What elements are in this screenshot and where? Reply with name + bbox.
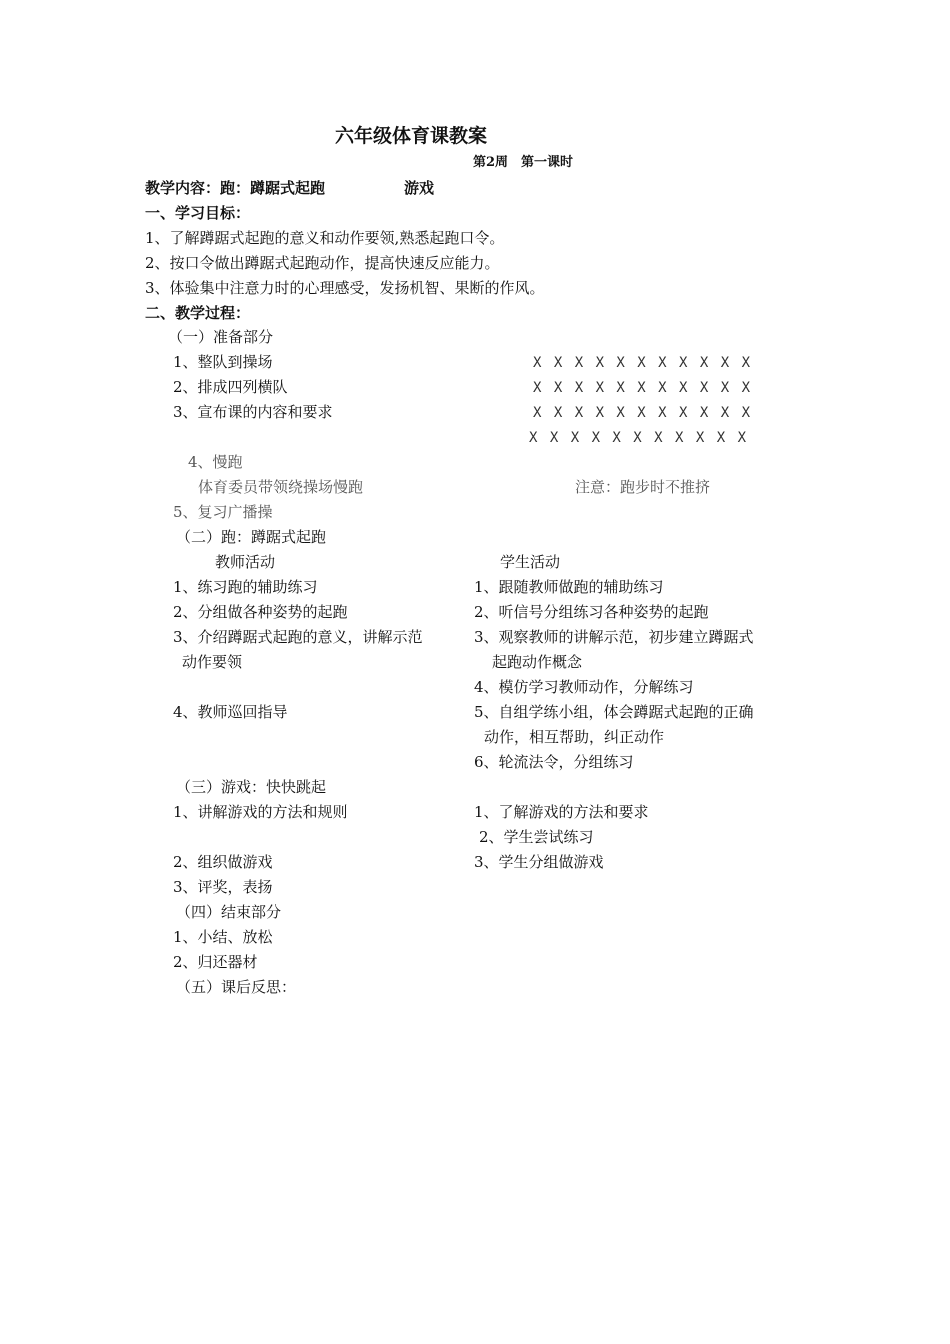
part-warmup-title: （一）准备部分: [168, 328, 274, 346]
student-activity-cont: 动作，相互帮助，纠正动作: [484, 728, 665, 746]
game-student-item: 2、学生尝试练习: [479, 828, 594, 846]
teacher-activity: 3、介绍蹲踞式起跑的意义，讲解示范: [173, 628, 423, 646]
student-activity-header: 学生活动: [500, 553, 561, 571]
ending-item: 2、归还器材: [173, 953, 258, 971]
warmup-jog-detail: 体育委员带领绕操场慢跑: [198, 478, 364, 496]
formation-row: X X X X X X X X X X X: [533, 405, 753, 421]
warmup-jog-note: 注意：跑步时不推挤: [575, 478, 711, 496]
warmup-item: 1、整队到操场: [173, 353, 273, 371]
page-title: 六年级体育课教案: [335, 125, 488, 147]
game-teacher-item: 2、组织做游戏: [173, 853, 273, 871]
teaching-content: 教学内容：跑：蹲踞式起跑: [145, 179, 326, 197]
ending-item: 1、小结、放松: [173, 928, 273, 946]
warmup-item: 2、排成四列横队: [173, 378, 288, 396]
teacher-activity-cont: 动作要领: [182, 653, 243, 671]
part-reflection-title: （五）课后反思：: [176, 978, 297, 996]
warmup-item: 3、宣布课的内容和要求: [173, 403, 333, 421]
teacher-activity: 4、教师巡回指导: [173, 703, 288, 721]
warmup-exercise: 5、复习广播操: [173, 503, 273, 521]
warmup-jog: 4、慢跑: [188, 453, 243, 471]
teacher-activity: 2、分组做各种姿势的起跑: [173, 603, 348, 621]
section-process-title: 二、教学过程：: [145, 304, 251, 322]
student-activity: 6、轮流法令，分组练习: [474, 753, 634, 771]
teacher-activity-header: 教师活动: [215, 553, 276, 571]
goal-item: 3、体验集中注意力时的心理感受，发扬机智、果断的作风。: [145, 279, 545, 297]
teaching-content-game: 游戏: [404, 179, 435, 197]
game-student-item: 1、了解游戏的方法和要求: [474, 803, 649, 821]
part-running-title: （二）跑：蹲踞式起跑: [176, 528, 327, 546]
student-activity-cont: 起跑动作概念: [492, 653, 583, 671]
week-lesson-label: 第2周 第一课时: [473, 155, 574, 170]
goal-item: 1、了解蹲踞式起跑的意义和动作要领,熟悉起跑口令。: [145, 229, 505, 247]
part-game-title: （三）游戏：快快跳起: [176, 778, 327, 796]
part-ending-title: （四）结束部分: [176, 903, 282, 921]
formation-row: X X X X X X X X X X X: [533, 380, 753, 396]
student-activity: 4、模仿学习教师动作，分解练习: [474, 678, 694, 696]
game-teacher-item: 3、评奖，表扬: [173, 878, 273, 896]
formation-row: X X X X X X X X X X X: [533, 355, 753, 371]
section-goals-title: 一、学习目标：: [145, 204, 251, 222]
game-student-item: 3、学生分组做游戏: [474, 853, 604, 871]
student-activity: 3、观察教师的讲解示范，初步建立蹲踞式: [474, 628, 754, 646]
game-teacher-item: 1、讲解游戏的方法和规则: [173, 803, 348, 821]
student-activity: 5、自组学练小组，体会蹲踞式起跑的正确: [474, 703, 754, 721]
goal-item: 2、按口令做出蹲踞式起跑动作，提高快速反应能力。: [145, 254, 500, 272]
student-activity: 1、跟随教师做跑的辅助练习: [474, 578, 664, 596]
student-activity: 2、听信号分组练习各种姿势的起跑: [474, 603, 709, 621]
teacher-activity: 1、练习跑的辅助练习: [173, 578, 318, 596]
formation-row: X X X X X X X X X X X: [529, 430, 749, 446]
